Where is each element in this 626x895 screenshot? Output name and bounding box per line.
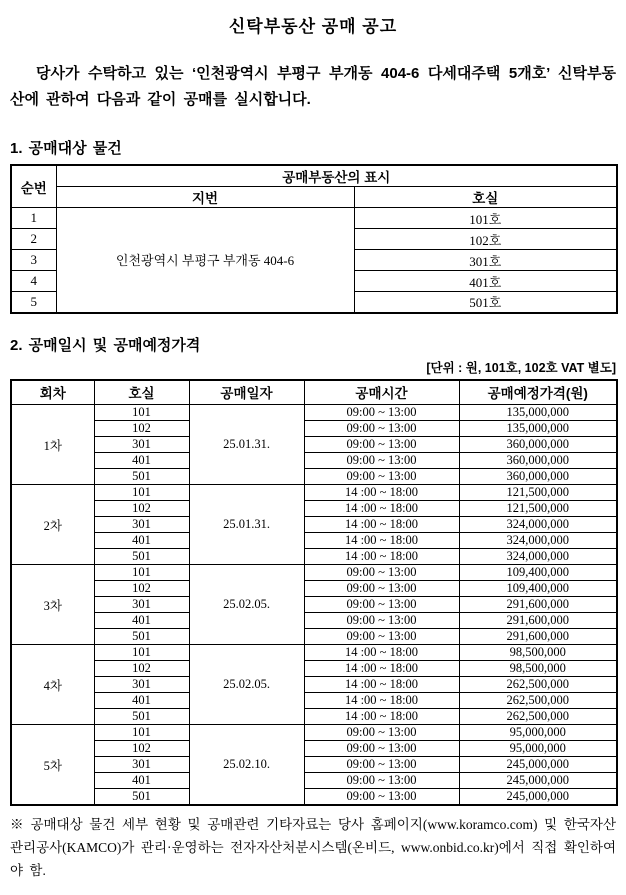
lot-no-cell: 3 <box>11 250 56 271</box>
unit-cell: 301 <box>94 597 189 613</box>
price-cell: 360,000,000 <box>459 437 617 453</box>
date-cell: 25.02.05. <box>189 645 304 725</box>
unit-cell: 501 <box>94 469 189 485</box>
round-cell: 5차 <box>11 725 94 806</box>
time-cell: 09:00 ~ 13:00 <box>304 773 459 789</box>
unit-cell: 101 <box>94 565 189 581</box>
unit-cell: 501 <box>94 789 189 806</box>
schedule-row <box>11 677 617 693</box>
schedule-header-price: 공매예정가격(원) <box>459 380 617 405</box>
time-cell: 09:00 ~ 13:00 <box>304 741 459 757</box>
schedule-table <box>10 379 618 807</box>
round-cell: 3차 <box>11 565 94 645</box>
price-cell: 95,000,000 <box>459 741 617 757</box>
unit-cell: 401 <box>94 613 189 629</box>
schedule-row <box>11 773 617 789</box>
price-cell: 135,000,000 <box>459 405 617 421</box>
unit-cell: 301 <box>94 677 189 693</box>
date-cell: 25.02.10. <box>189 725 304 806</box>
time-cell: 14 :00 ~ 18:00 <box>304 485 459 501</box>
unit-cell: 101 <box>94 645 189 661</box>
unit-cell: 501 <box>94 709 189 725</box>
schedule-row <box>11 709 617 725</box>
price-cell: 98,500,000 <box>459 645 617 661</box>
lot-unit-cell: 301호 <box>354 250 617 271</box>
time-cell: 14 :00 ~ 18:00 <box>304 501 459 517</box>
unit-cell: 401 <box>94 453 189 469</box>
lots-table-head <box>11 165 617 208</box>
time-cell: 09:00 ~ 13:00 <box>304 469 459 485</box>
schedule-row <box>11 549 617 565</box>
section2-heading: 2. 공매일시 및 공매예정가격 <box>10 336 201 354</box>
schedule-row <box>11 725 617 741</box>
schedule-table-head <box>11 380 617 405</box>
time-cell: 09:00 ~ 13:00 <box>304 725 459 741</box>
price-cell: 360,000,000 <box>459 453 617 469</box>
price-cell: 291,600,000 <box>459 629 617 645</box>
lot-no-cell: 5 <box>11 292 56 313</box>
schedule-row <box>11 757 617 773</box>
time-cell: 09:00 ~ 13:00 <box>304 757 459 773</box>
lots-table-header-row-2 <box>11 187 617 208</box>
time-cell: 14 :00 ~ 18:00 <box>304 549 459 565</box>
schedule-row <box>11 581 617 597</box>
lots-header-group: 공매부동산의 표시 <box>56 165 617 187</box>
time-cell: 09:00 ~ 13:00 <box>304 437 459 453</box>
lots-header-no: 순번 <box>11 165 56 208</box>
time-cell: 09:00 ~ 13:00 <box>304 597 459 613</box>
schedule-table-body <box>11 405 617 806</box>
footer-note: ※ 공매대상 물건 세부 현황 및 공매관련 기타자료는 당사 홈페이지(www.koramco.com) 및 한국자산관리공사(KAMCO)가 관리·운영하는 전자자산처분시스템(온비드, www.onbid.co.kr)에서 직접 확인하여야 함. <box>10 817 616 878</box>
time-cell: 09:00 ~ 13:00 <box>304 405 459 421</box>
price-cell: 135,000,000 <box>459 421 617 437</box>
date-cell: 25.01.31. <box>189 485 304 565</box>
unit-note: [단위 : 원, 101호, 102호 VAT 별도] <box>426 360 616 375</box>
intro-paragraph: 당사가 수탁하고 있는 ‘인천광역시 부평구 부개동 404-6 다세대주택 5개호’ 신탁부동산에 관하여 다음과 같이 공매를 실시합니다. <box>10 65 616 108</box>
schedule-row <box>11 741 617 757</box>
time-cell: 14 :00 ~ 18:00 <box>304 693 459 709</box>
time-cell: 09:00 ~ 13:00 <box>304 629 459 645</box>
time-cell: 14 :00 ~ 18:00 <box>304 677 459 693</box>
time-cell: 09:00 ~ 13:00 <box>304 565 459 581</box>
unit-cell: 101 <box>94 725 189 741</box>
price-cell: 262,500,000 <box>459 709 617 725</box>
price-cell: 109,400,000 <box>459 581 617 597</box>
schedule-row <box>11 789 617 806</box>
unit-cell: 401 <box>94 533 189 549</box>
price-cell: 262,500,000 <box>459 693 617 709</box>
unit-cell: 501 <box>94 629 189 645</box>
price-cell: 245,000,000 <box>459 773 617 789</box>
lot-row <box>11 208 617 229</box>
time-cell: 09:00 ~ 13:00 <box>304 613 459 629</box>
lot-no-cell: 1 <box>11 208 56 229</box>
lot-no-cell: 2 <box>11 229 56 250</box>
lot-unit-cell: 102호 <box>354 229 617 250</box>
lot-no-cell: 4 <box>11 271 56 292</box>
price-cell: 109,400,000 <box>459 565 617 581</box>
price-cell: 245,000,000 <box>459 789 617 806</box>
lot-jibun-cell: 인천광역시 부평구 부개동 404-6 <box>56 208 354 313</box>
time-cell: 14 :00 ~ 18:00 <box>304 517 459 533</box>
price-cell: 291,600,000 <box>459 613 617 629</box>
date-cell: 25.02.05. <box>189 565 304 645</box>
time-cell: 09:00 ~ 13:00 <box>304 789 459 806</box>
price-cell: 360,000,000 <box>459 469 617 485</box>
schedule-header-unit: 호실 <box>94 380 189 405</box>
schedule-row <box>11 597 617 613</box>
lot-unit-cell: 101호 <box>354 208 617 229</box>
schedule-row <box>11 693 617 709</box>
price-cell: 121,500,000 <box>459 485 617 501</box>
schedule-row <box>11 453 617 469</box>
time-cell: 14 :00 ~ 18:00 <box>304 533 459 549</box>
lots-table-body <box>11 208 617 313</box>
unit-cell: 102 <box>94 661 189 677</box>
unit-cell: 102 <box>94 421 189 437</box>
unit-cell: 301 <box>94 437 189 453</box>
round-cell: 4차 <box>11 645 94 725</box>
price-cell: 245,000,000 <box>459 757 617 773</box>
round-cell: 2차 <box>11 485 94 565</box>
time-cell: 09:00 ~ 13:00 <box>304 581 459 597</box>
schedule-row <box>11 485 617 501</box>
schedule-header-date: 공매일자 <box>189 380 304 405</box>
price-cell: 324,000,000 <box>459 517 617 533</box>
lots-table-header-row-1 <box>11 165 617 187</box>
lots-header-jibun: 지번 <box>56 187 354 208</box>
unit-cell: 501 <box>94 549 189 565</box>
schedule-row <box>11 629 617 645</box>
unit-cell: 401 <box>94 693 189 709</box>
time-cell: 14 :00 ~ 18:00 <box>304 661 459 677</box>
price-cell: 121,500,000 <box>459 501 617 517</box>
lots-header-unit: 호실 <box>354 187 617 208</box>
time-cell: 14 :00 ~ 18:00 <box>304 709 459 725</box>
schedule-row <box>11 613 617 629</box>
schedule-row <box>11 421 617 437</box>
price-cell: 291,600,000 <box>459 597 617 613</box>
time-cell: 09:00 ~ 13:00 <box>304 453 459 469</box>
unit-cell: 102 <box>94 741 189 757</box>
schedule-row <box>11 661 617 677</box>
lot-unit-cell: 401호 <box>354 271 617 292</box>
schedule-header-time: 공매시간 <box>304 380 459 405</box>
schedule-row <box>11 533 617 549</box>
schedule-row <box>11 565 617 581</box>
date-cell: 25.01.31. <box>189 405 304 485</box>
unit-cell: 301 <box>94 517 189 533</box>
unit-cell: 401 <box>94 773 189 789</box>
lots-table <box>10 164 618 314</box>
schedule-row <box>11 501 617 517</box>
price-cell: 95,000,000 <box>459 725 617 741</box>
unit-cell: 101 <box>94 485 189 501</box>
time-cell: 09:00 ~ 13:00 <box>304 421 459 437</box>
schedule-row <box>11 645 617 661</box>
unit-cell: 101 <box>94 405 189 421</box>
schedule-row <box>11 469 617 485</box>
price-cell: 98,500,000 <box>459 661 617 677</box>
unit-cell: 301 <box>94 757 189 773</box>
schedule-row <box>11 517 617 533</box>
lot-unit-cell: 501호 <box>354 292 617 313</box>
schedule-header-round: 회차 <box>11 380 94 405</box>
price-cell: 324,000,000 <box>459 533 617 549</box>
section1-heading: 1. 공매대상 물건 <box>10 140 122 157</box>
time-cell: 14 :00 ~ 18:00 <box>304 645 459 661</box>
schedule-table-header-row <box>11 380 617 405</box>
unit-cell: 102 <box>94 501 189 517</box>
unit-cell: 102 <box>94 581 189 597</box>
schedule-row <box>11 405 617 421</box>
doc-title: 신탁부동산 공매 공고 <box>228 17 398 36</box>
schedule-row <box>11 437 617 453</box>
price-cell: 324,000,000 <box>459 549 617 565</box>
round-cell: 1차 <box>11 405 94 485</box>
price-cell: 262,500,000 <box>459 677 617 693</box>
